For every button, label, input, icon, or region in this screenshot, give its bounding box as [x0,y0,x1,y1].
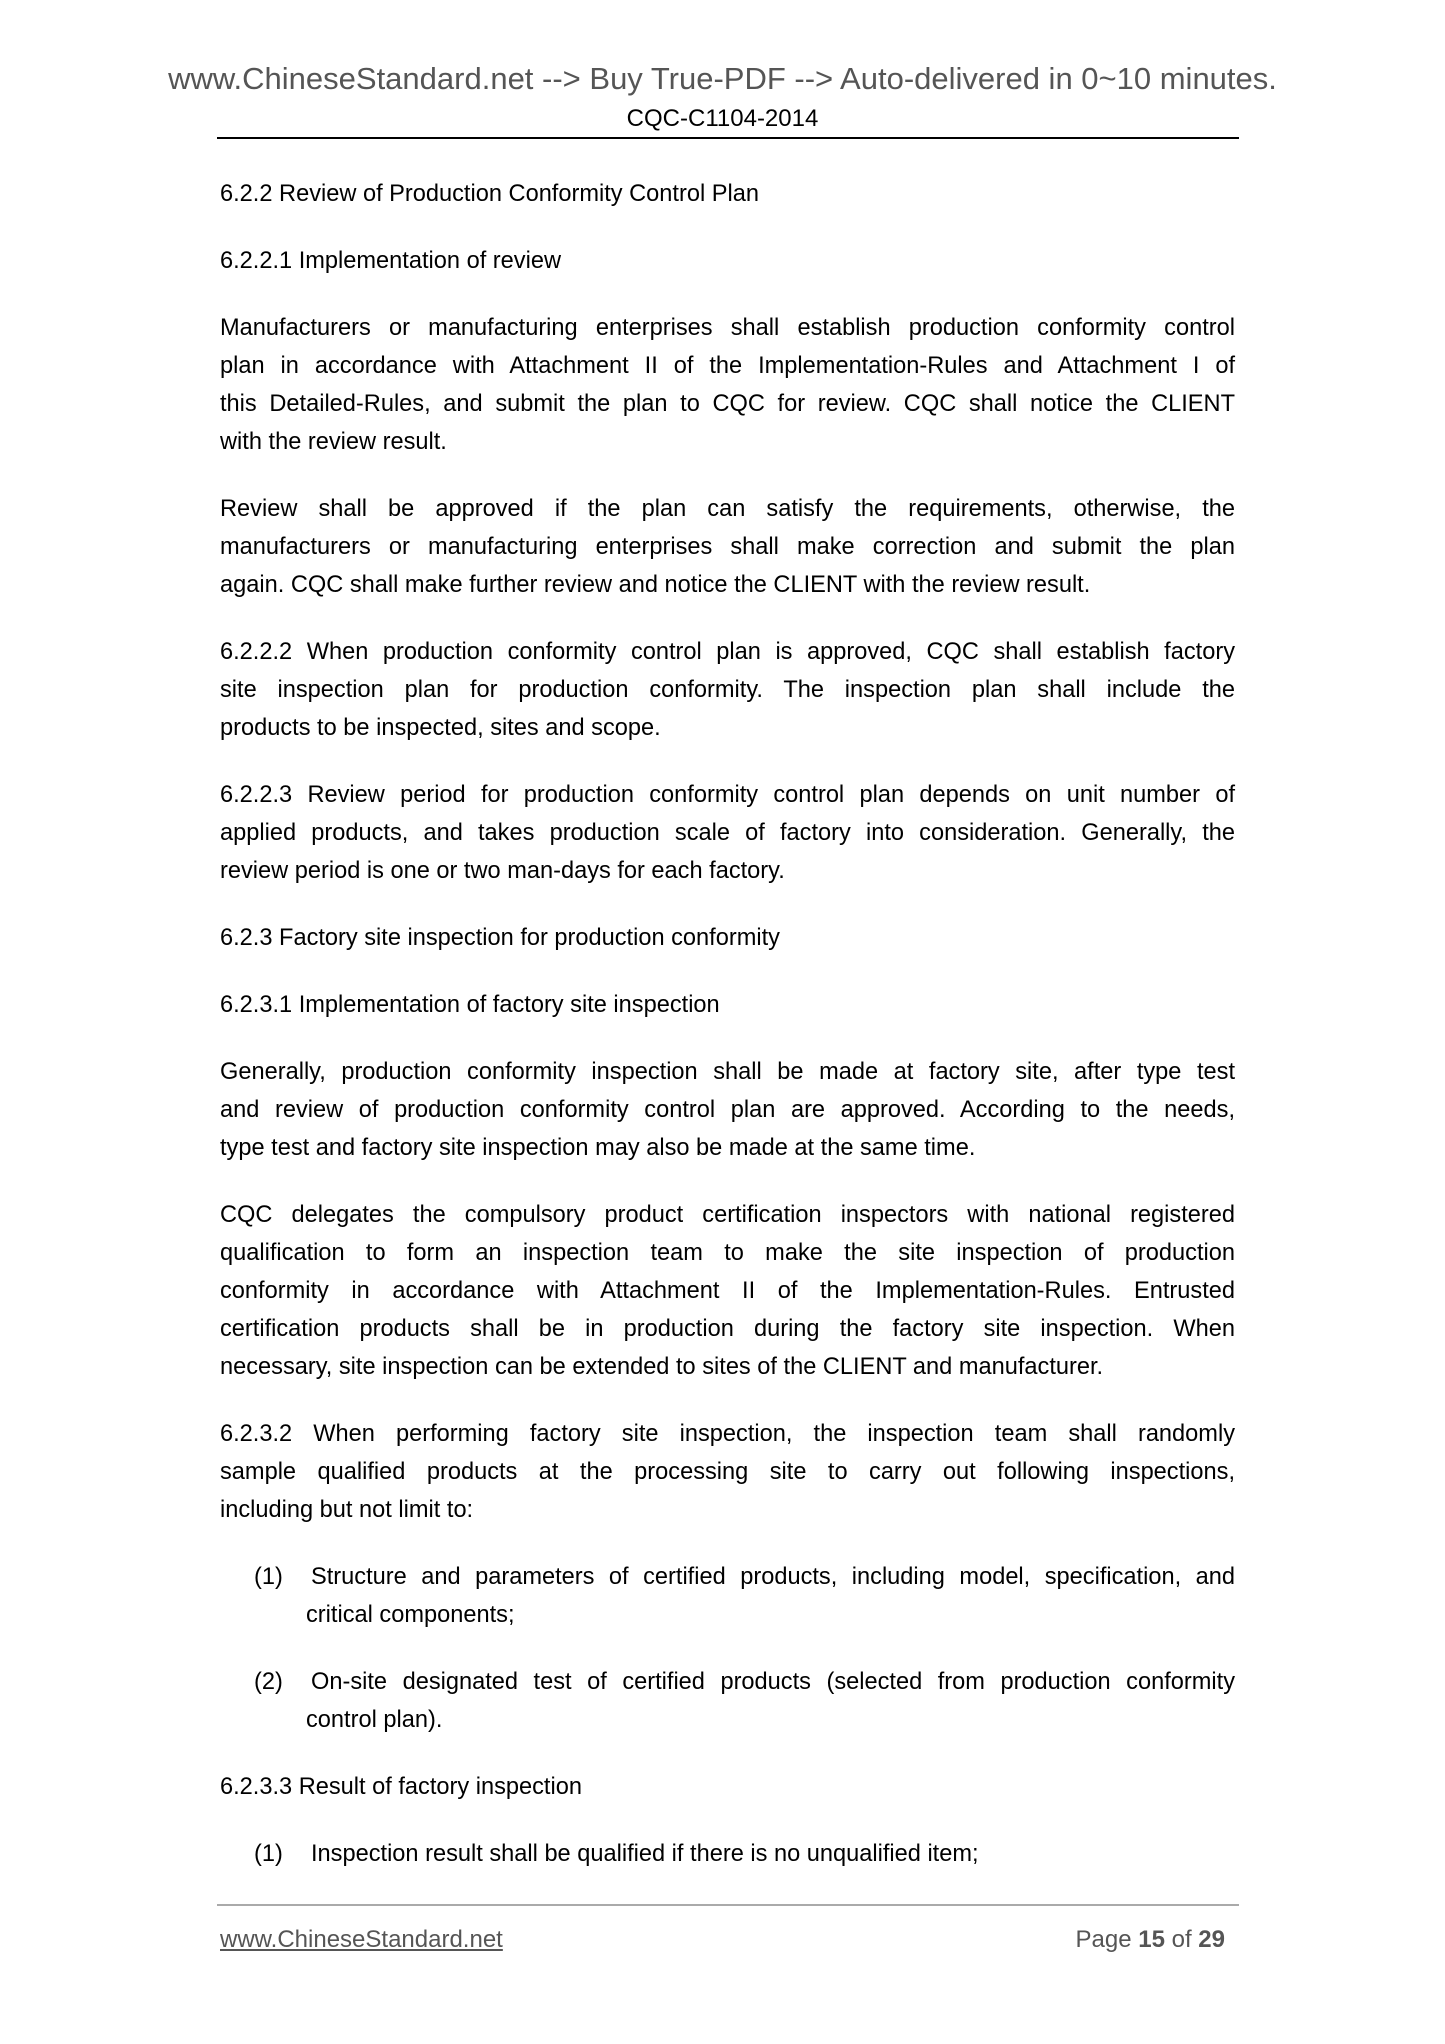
document-code: CQC-C1104-2014 [626,105,819,132]
text-line: including but not limit to: [220,1497,474,1523]
page-total: 29 [1198,1926,1225,1953]
text-line: 6.2.2.2 When production conformity control plan is approved, CQC shall establish factory [220,639,1235,665]
text-line: 6.2.2.1 Implementation of review [220,248,561,274]
text-line: certification products shall be in production during the factory site inspection. When [220,1316,1235,1342]
header-divider [217,137,1239,139]
footer-divider [217,1904,1239,1906]
text-line: products to be inspected, sites and scope. [220,715,661,741]
paragraph [220,309,1235,461]
text-line: 6.2.2 Review of Production Conformity Control Plan [220,181,759,207]
list-number: (1) [254,1564,283,1590]
text-line: sample qualified products at the processing site to carry out following inspections, [220,1459,1235,1485]
list-item [254,1663,1235,1739]
text-line: critical components; [306,1602,515,1628]
paragraph [220,1053,1235,1167]
text-line: qualification to form an inspection team to make the site inspection of production [220,1240,1235,1266]
text-line: Manufacturers or manufacturing enterprises shall establish production conformity control [220,315,1235,341]
paragraph [220,1415,1235,1529]
header-banner: www.ChineseStandard.net --> Buy True-PDF --> Auto-delivered in 0~10 minutes. [168,61,1277,96]
text-line: conformity in accordance with Attachment II of the Implementation-Rules. Entrusted [220,1278,1235,1304]
text-line: CQC delegates the compulsory product certification inspectors with national registered [220,1202,1235,1228]
text-line: 6.2.3.3 Result of factory inspection [220,1774,582,1800]
text-line: control plan). [306,1707,443,1733]
page-indicator [1076,1924,1226,1956]
text-line: review period is one or two man-days for each factory. [220,858,785,884]
text-line: 6.2.3 Factory site inspection for production conformity [220,925,780,951]
paragraph [220,919,1235,957]
text-line: Generally, production conformity inspection shall be made at factory site, after type test [220,1059,1235,1085]
paragraph [220,776,1235,890]
text-line: 6.2.3.2 When performing factory site inspection, the inspection team shall randomly [220,1421,1235,1447]
text-line: applied products, and takes production scale of factory into consideration. Generally, the [220,820,1235,846]
text-line: with the review result. [220,429,447,455]
text-line: again. CQC shall make further review and notice the CLIENT with the review result. [220,572,1091,598]
text-line: this Detailed-Rules, and submit the plan to CQC for review. CQC shall notice the CLIENT [220,391,1235,417]
text-line: Review shall be approved if the plan can satisfy the requirements, otherwise, the [220,496,1235,522]
paragraph [220,986,1235,1024]
footer-website-link[interactable]: www.ChineseStandard.net [220,1926,503,1953]
text-line: necessary, site inspection can be extended to sites of the CLIENT and manufacturer. [220,1354,1104,1380]
page-of: of [1171,1926,1192,1953]
text-line: site inspection plan for production conformity. The inspection plan shall include the [220,677,1235,703]
paragraph [220,1196,1235,1386]
page-word: Page [1075,1926,1132,1953]
paragraph [220,1768,1235,1806]
page-current: 15 [1138,1926,1165,1953]
text-line: 6.2.3.1 Implementation of factory site inspection [220,992,720,1018]
text-line: manufacturers or manufacturing enterprises shall make correction and submit the plan [220,534,1235,560]
list-number: (1) [254,1841,283,1867]
paragraph [220,490,1235,604]
text-line: Structure and parameters of certified products, including model, specification, and [311,1564,1235,1590]
text-line: Inspection result shall be qualified if there is no unqualified item; [311,1841,979,1867]
list-item [254,1835,1235,1873]
paragraph [220,242,1235,280]
text-line: type test and factory site inspection may also be made at the same time. [220,1135,976,1161]
document-body [220,175,1235,1902]
text-line: and review of production conformity control plan are approved. According to the needs, [220,1097,1235,1123]
list-number: (2) [254,1669,283,1695]
paragraph [220,633,1235,747]
text-line: plan in accordance with Attachment II of the Implementation-Rules and Attachment I of [220,353,1235,379]
list-item [254,1558,1235,1634]
text-line: 6.2.2.3 Review period for production conformity control plan depends on unit number of [220,782,1235,808]
paragraph [220,175,1235,213]
text-line: On-site designated test of certified products (selected from production conformity [311,1669,1235,1695]
